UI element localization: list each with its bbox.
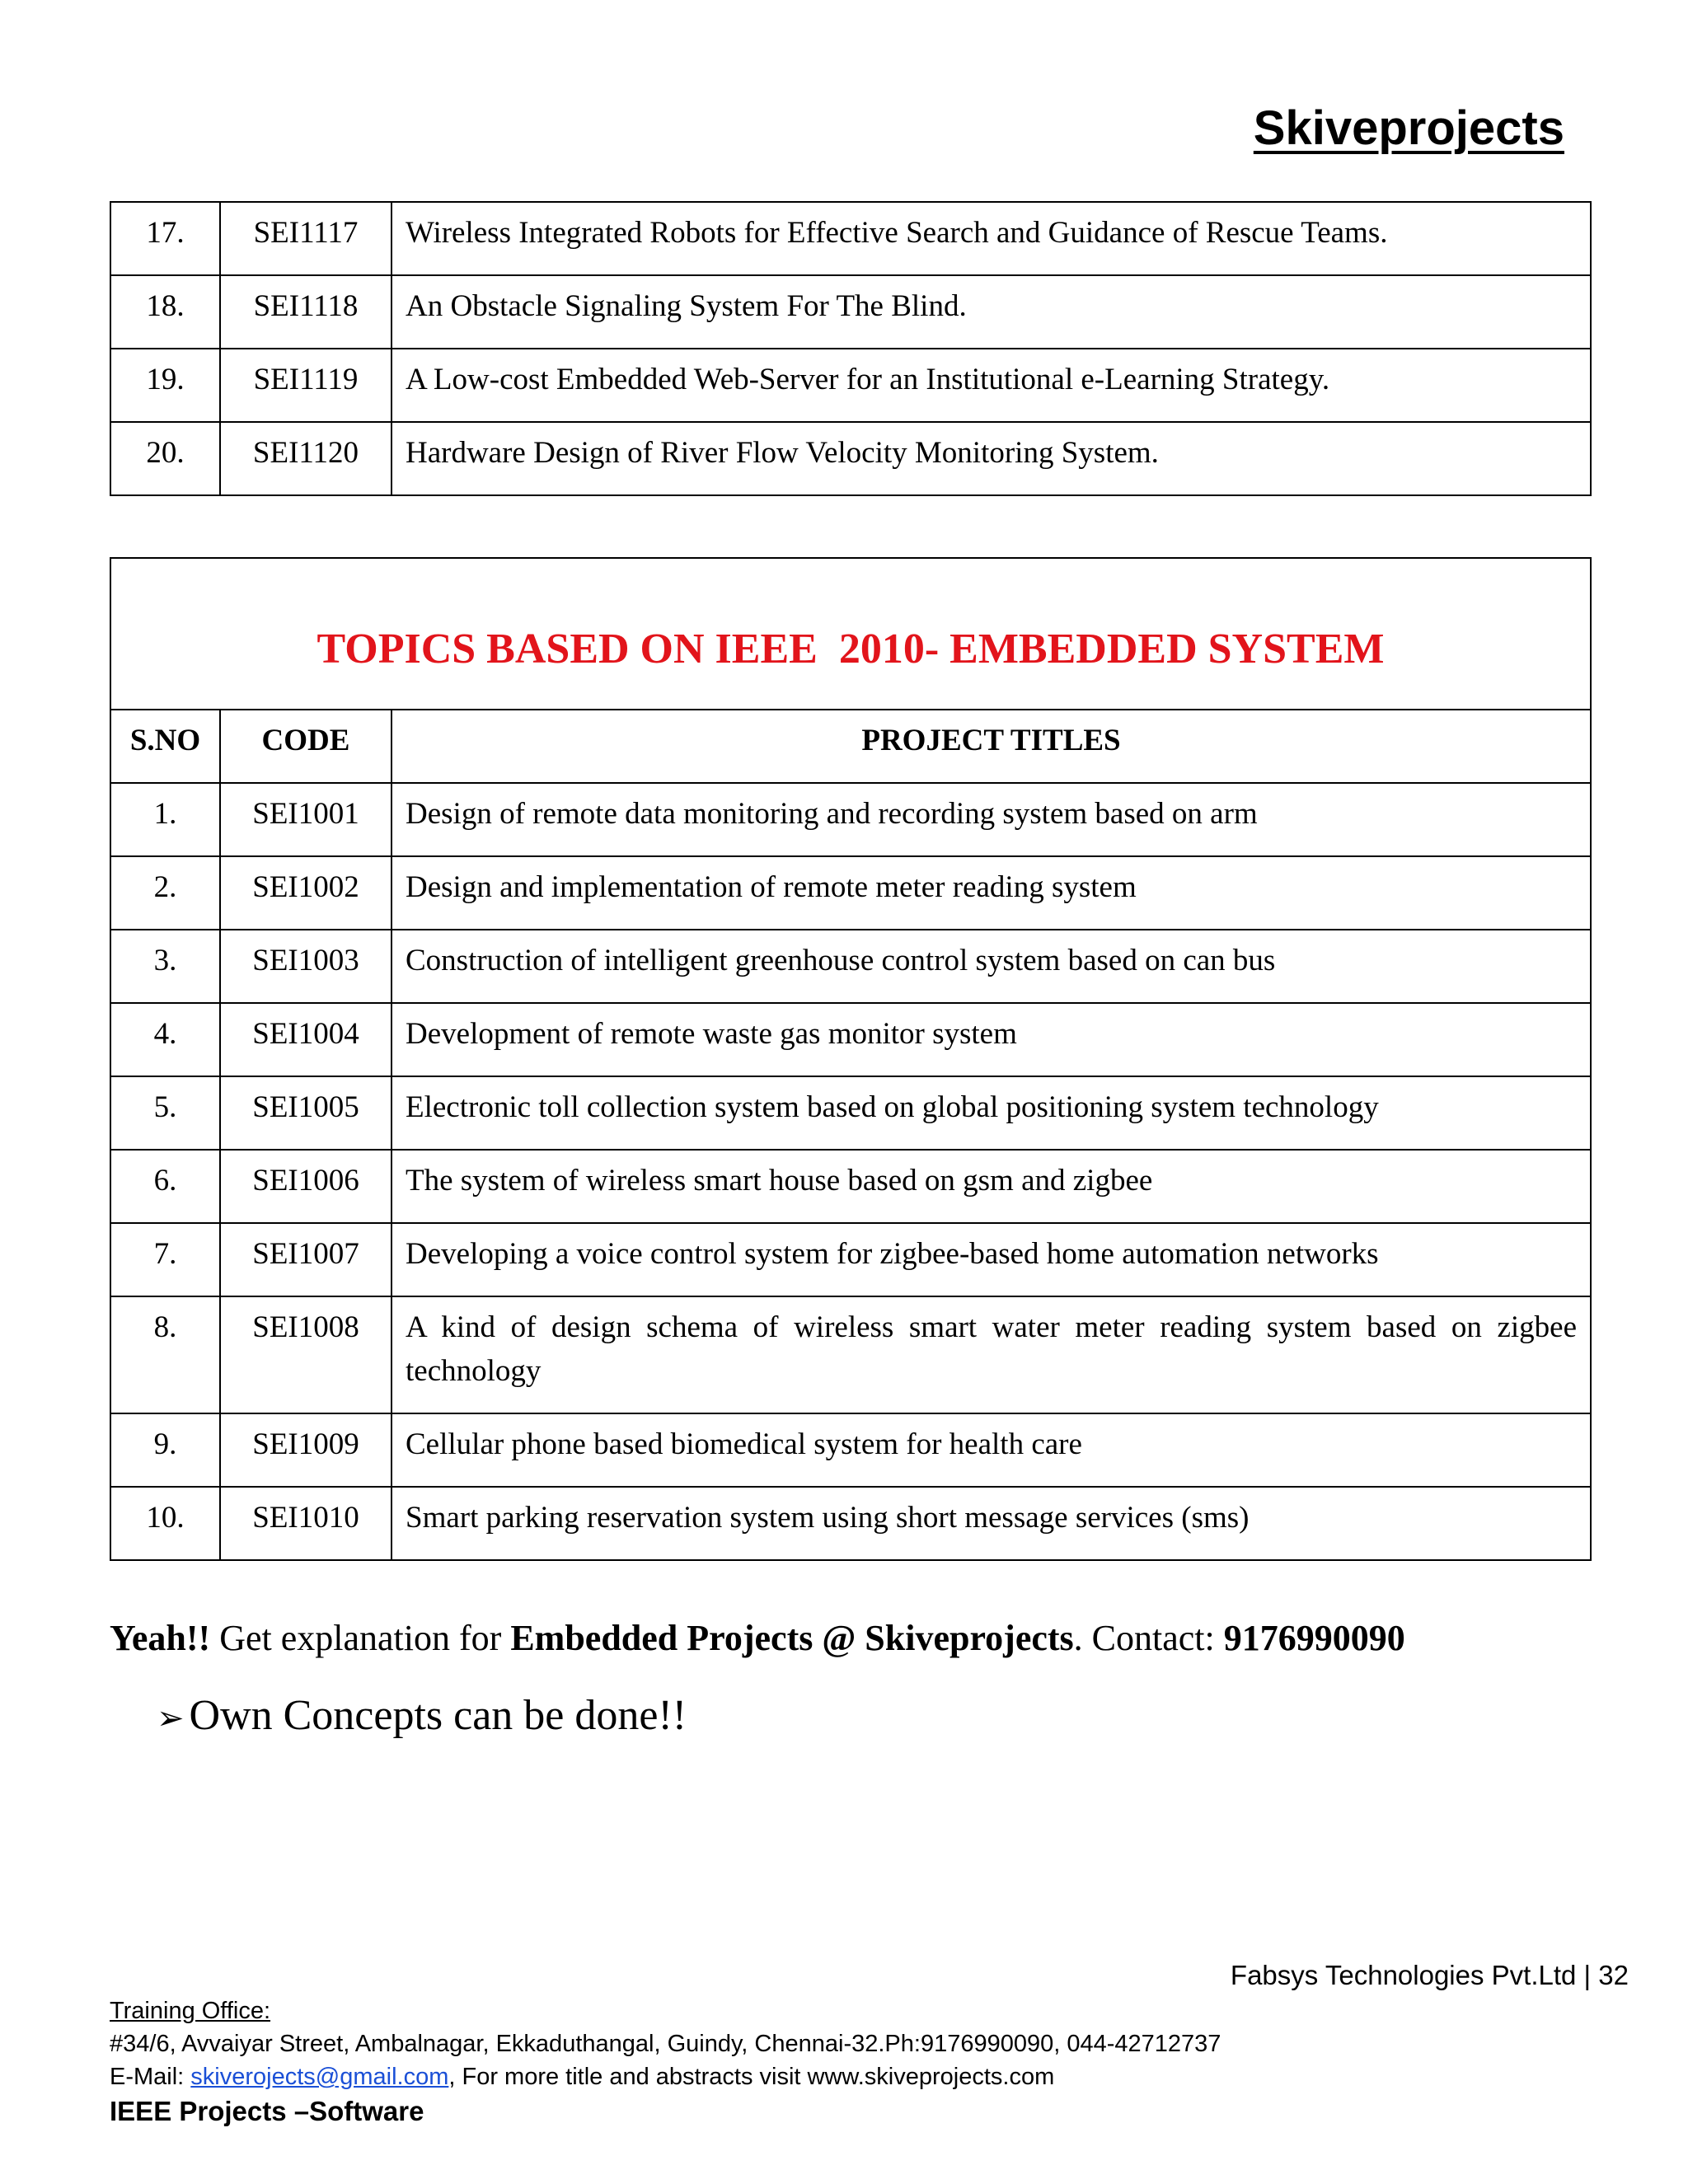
row-title: Development of remote waste gas monitor system [392,1003,1591,1076]
table-row [110,1076,1591,1150]
row-code: SEI1007 [220,1223,392,1296]
row-title: Electronic toll collection system based on global positioning system technology [392,1076,1591,1150]
footer-email-line [110,2060,1221,2093]
footer-email-link[interactable]: skiverojects@gmail.com [190,2064,449,2090]
table-row [110,349,1591,422]
row-code: SEI1119 [220,349,392,422]
row-sno: 18. [110,275,220,349]
promo-phone: 9176990090 [1223,1618,1405,1658]
table-row [110,1223,1591,1296]
row-title: Design of remote data monitoring and recording system based on arm [392,783,1591,856]
row-title: A Low-cost Embedded Web-Server for an Institutional e-Learning Strategy. [392,349,1591,422]
table-row [110,275,1591,349]
promo-line [110,1617,1405,1660]
column-header-row [110,710,1591,783]
footer-category: IEEE Projects –Software [110,2096,424,2126]
row-title: An Obstacle Signaling System For The Blind. [392,275,1591,349]
column-header-sno: S.NO [110,710,220,783]
row-code: SEI1005 [220,1076,392,1150]
row-title: Design and implementation of remote meter reading system [392,856,1591,930]
promo-embedded-projects: Embedded Projects @ Skiveprojects [510,1618,1074,1658]
row-code: SEI1117 [220,202,392,275]
row-code: SEI1001 [220,783,392,856]
table-row [110,1296,1591,1413]
row-title: Developing a voice control system for zigbee-based home automation networks [392,1223,1591,1296]
projects-table-continued [110,201,1592,496]
row-title: A kind of design schema of wireless smart water meter reading system based on zigbee technology [392,1296,1591,1413]
arrow-bullet-icon: ➢ [157,1699,185,1737]
promo-text-2: . Contact: [1073,1618,1224,1658]
table-row [110,930,1591,1003]
row-code: SEI1002 [220,856,392,930]
row-code: SEI1006 [220,1150,392,1223]
row-sno: 4. [110,1003,220,1076]
embedded-projects-table [110,557,1592,1561]
row-sno: 3. [110,930,220,1003]
footer-email-label: E-Mail: [110,2064,191,2090]
row-code: SEI1118 [220,275,392,349]
section-heading-row [110,558,1591,710]
table-row [110,1150,1591,1223]
footer-address: #34/6, Avvaiyar Street, Ambalnagar, Ekkaduthangal, Guindy, Chennai-32.Ph:9176990090, 044-42712737 [110,2031,1221,2057]
row-code: SEI1003 [220,930,392,1003]
own-concepts-text: Own Concepts can be done!! [189,1692,687,1739]
row-title: Smart parking reservation system using short message services (sms) [392,1487,1591,1560]
row-title: The system of wireless smart house based on gsm and zigbee [392,1150,1591,1223]
row-sno: 5. [110,1076,220,1150]
row-code: SEI1009 [220,1413,392,1487]
row-title: Cellular phone based biomedical system for health care [392,1413,1591,1487]
table-row [110,202,1591,275]
table-row [110,783,1591,856]
footer-company-page: Fabsys Technologies Pvt.Ltd | 32 [1230,1960,1629,1990]
row-sno: 6. [110,1150,220,1223]
row-code: SEI1008 [220,1296,392,1413]
row-sno: 10. [110,1487,220,1560]
row-sno: 8. [110,1296,220,1413]
footer-email-suffix: , For more title and abstracts visit www.skiveprojects.com [448,2064,1055,2090]
row-title: Hardware Design of River Flow Velocity Monitoring System. [392,422,1591,495]
table-row [110,1487,1591,1560]
row-title: Construction of intelligent greenhouse control system based on can bus [392,930,1591,1003]
row-sno: 19. [110,349,220,422]
section-heading: TOPICS BASED ON IEEE 2010- EMBEDDED SYSTEM [110,558,1591,710]
row-sno: 9. [110,1413,220,1487]
row-code: SEI1120 [220,422,392,495]
table-row [110,1003,1591,1076]
row-sno: 20. [110,422,220,495]
footer [110,1994,1221,2130]
promo-text-1: Get explanation for [210,1618,511,1658]
row-code: SEI1004 [220,1003,392,1076]
footer-office-label: Training Office: [110,1998,271,2024]
row-sno: 1. [110,783,220,856]
row-sno: 7. [110,1223,220,1296]
own-concepts-line [157,1691,687,1743]
promo-yeah: Yeah!! [110,1618,211,1658]
column-header-title: PROJECT TITLES [392,710,1591,783]
column-header-code: CODE [220,710,392,783]
row-title: Wireless Integrated Robots for Effective Search and Guidance of Rescue Teams. [392,202,1591,275]
table-row [110,1413,1591,1487]
brand-title: Skiveprojects [1253,101,1564,155]
table-row [110,856,1591,930]
table-row [110,422,1591,495]
row-sno: 2. [110,856,220,930]
row-code: SEI1010 [220,1487,392,1560]
row-sno: 17. [110,202,220,275]
